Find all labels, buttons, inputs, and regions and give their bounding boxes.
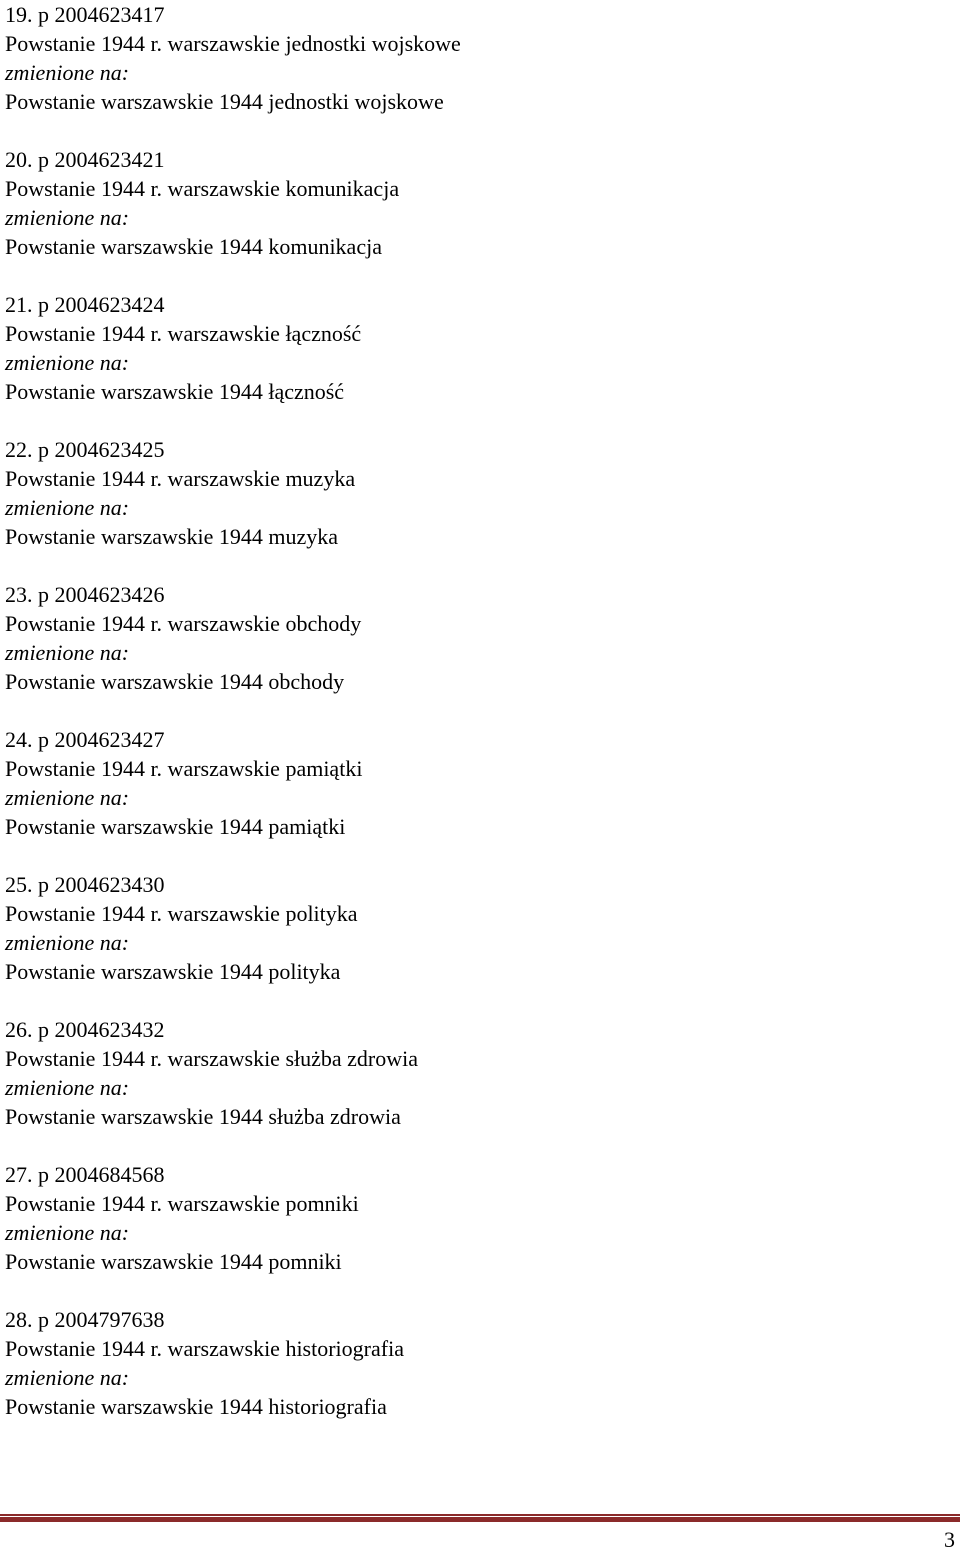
entry (5, 435, 945, 551)
entry (5, 1015, 945, 1131)
entry-changed-label: zmienione na: (5, 930, 130, 955)
entry-old-heading: Powstanie 1944 r. warszawskie służba zdrowia (5, 1046, 419, 1071)
entry (5, 870, 945, 986)
entry (5, 1305, 945, 1421)
entry-new-heading: Powstanie warszawskie 1944 polityka (5, 959, 341, 984)
entry-heading: 20. p 2004623421 (5, 147, 165, 172)
entry-heading: 24. p 2004623427 (5, 727, 165, 752)
entry-new-heading: Powstanie warszawskie 1944 historiografia (5, 1394, 387, 1419)
entry-new-heading: Powstanie warszawskie 1944 pamiątki (5, 814, 346, 839)
entry-heading: 22. p 2004623425 (5, 437, 165, 462)
entry-new-heading: Powstanie warszawskie 1944 służba zdrowia (5, 1104, 401, 1129)
entry (5, 290, 945, 406)
entry-heading: 28. p 2004797638 (5, 1307, 165, 1332)
entry-changed-label: zmienione na: (5, 1220, 130, 1245)
entry-changed-label: zmienione na: (5, 640, 130, 665)
entry-new-heading: Powstanie warszawskie 1944 obchody (5, 669, 345, 694)
entry (5, 0, 945, 116)
footer-rule (0, 1514, 960, 1522)
entry-heading: 23. p 2004623426 (5, 582, 165, 607)
entry-changed-label: zmienione na: (5, 785, 130, 810)
entry-heading: 19. p 2004623417 (5, 2, 165, 27)
entry-new-heading: Powstanie warszawskie 1944 pomniki (5, 1249, 342, 1274)
entry-new-heading: Powstanie warszawskie 1944 komunikacja (5, 234, 382, 259)
entry-old-heading: Powstanie 1944 r. warszawskie obchody (5, 611, 362, 636)
entry-new-heading: Powstanie warszawskie 1944 muzyka (5, 524, 338, 549)
entry-old-heading: Powstanie 1944 r. warszawskie historiografia (5, 1336, 404, 1361)
entry-changed-label: zmienione na: (5, 60, 130, 85)
entry-heading: 27. p 2004684568 (5, 1162, 165, 1187)
page-number: 3 (944, 1527, 955, 1552)
entry-list (5, 0, 945, 1450)
entry-old-heading: Powstanie 1944 r. warszawskie polityka (5, 901, 358, 926)
entry-old-heading: Powstanie 1944 r. warszawskie pamiątki (5, 756, 363, 781)
entry-heading: 25. p 2004623430 (5, 872, 165, 897)
entry-new-heading: Powstanie warszawskie 1944 jednostki wojskowe (5, 89, 444, 114)
entry-changed-label: zmienione na: (5, 350, 130, 375)
footer-rule-thick (0, 1517, 960, 1522)
entry (5, 580, 945, 696)
entry-heading: 26. p 2004623432 (5, 1017, 165, 1042)
entry-changed-label: zmienione na: (5, 495, 130, 520)
entry (5, 1160, 945, 1276)
entry-heading: 21. p 2004623424 (5, 292, 165, 317)
entry-old-heading: Powstanie 1944 r. warszawskie łączność (5, 321, 362, 346)
entry (5, 725, 945, 841)
entry-old-heading: Powstanie 1944 r. warszawskie muzyka (5, 466, 356, 491)
entry-old-heading: Powstanie 1944 r. warszawskie pomniki (5, 1191, 359, 1216)
entry-old-heading: Powstanie 1944 r. warszawskie jednostki wojskowe (5, 31, 461, 56)
entry-new-heading: Powstanie warszawskie 1944 łączność (5, 379, 345, 404)
entry-changed-label: zmienione na: (5, 1365, 130, 1390)
entry (5, 145, 945, 261)
entry-changed-label: zmienione na: (5, 205, 130, 230)
entry-old-heading: Powstanie 1944 r. warszawskie komunikacja (5, 176, 400, 201)
entry-changed-label: zmienione na: (5, 1075, 130, 1100)
